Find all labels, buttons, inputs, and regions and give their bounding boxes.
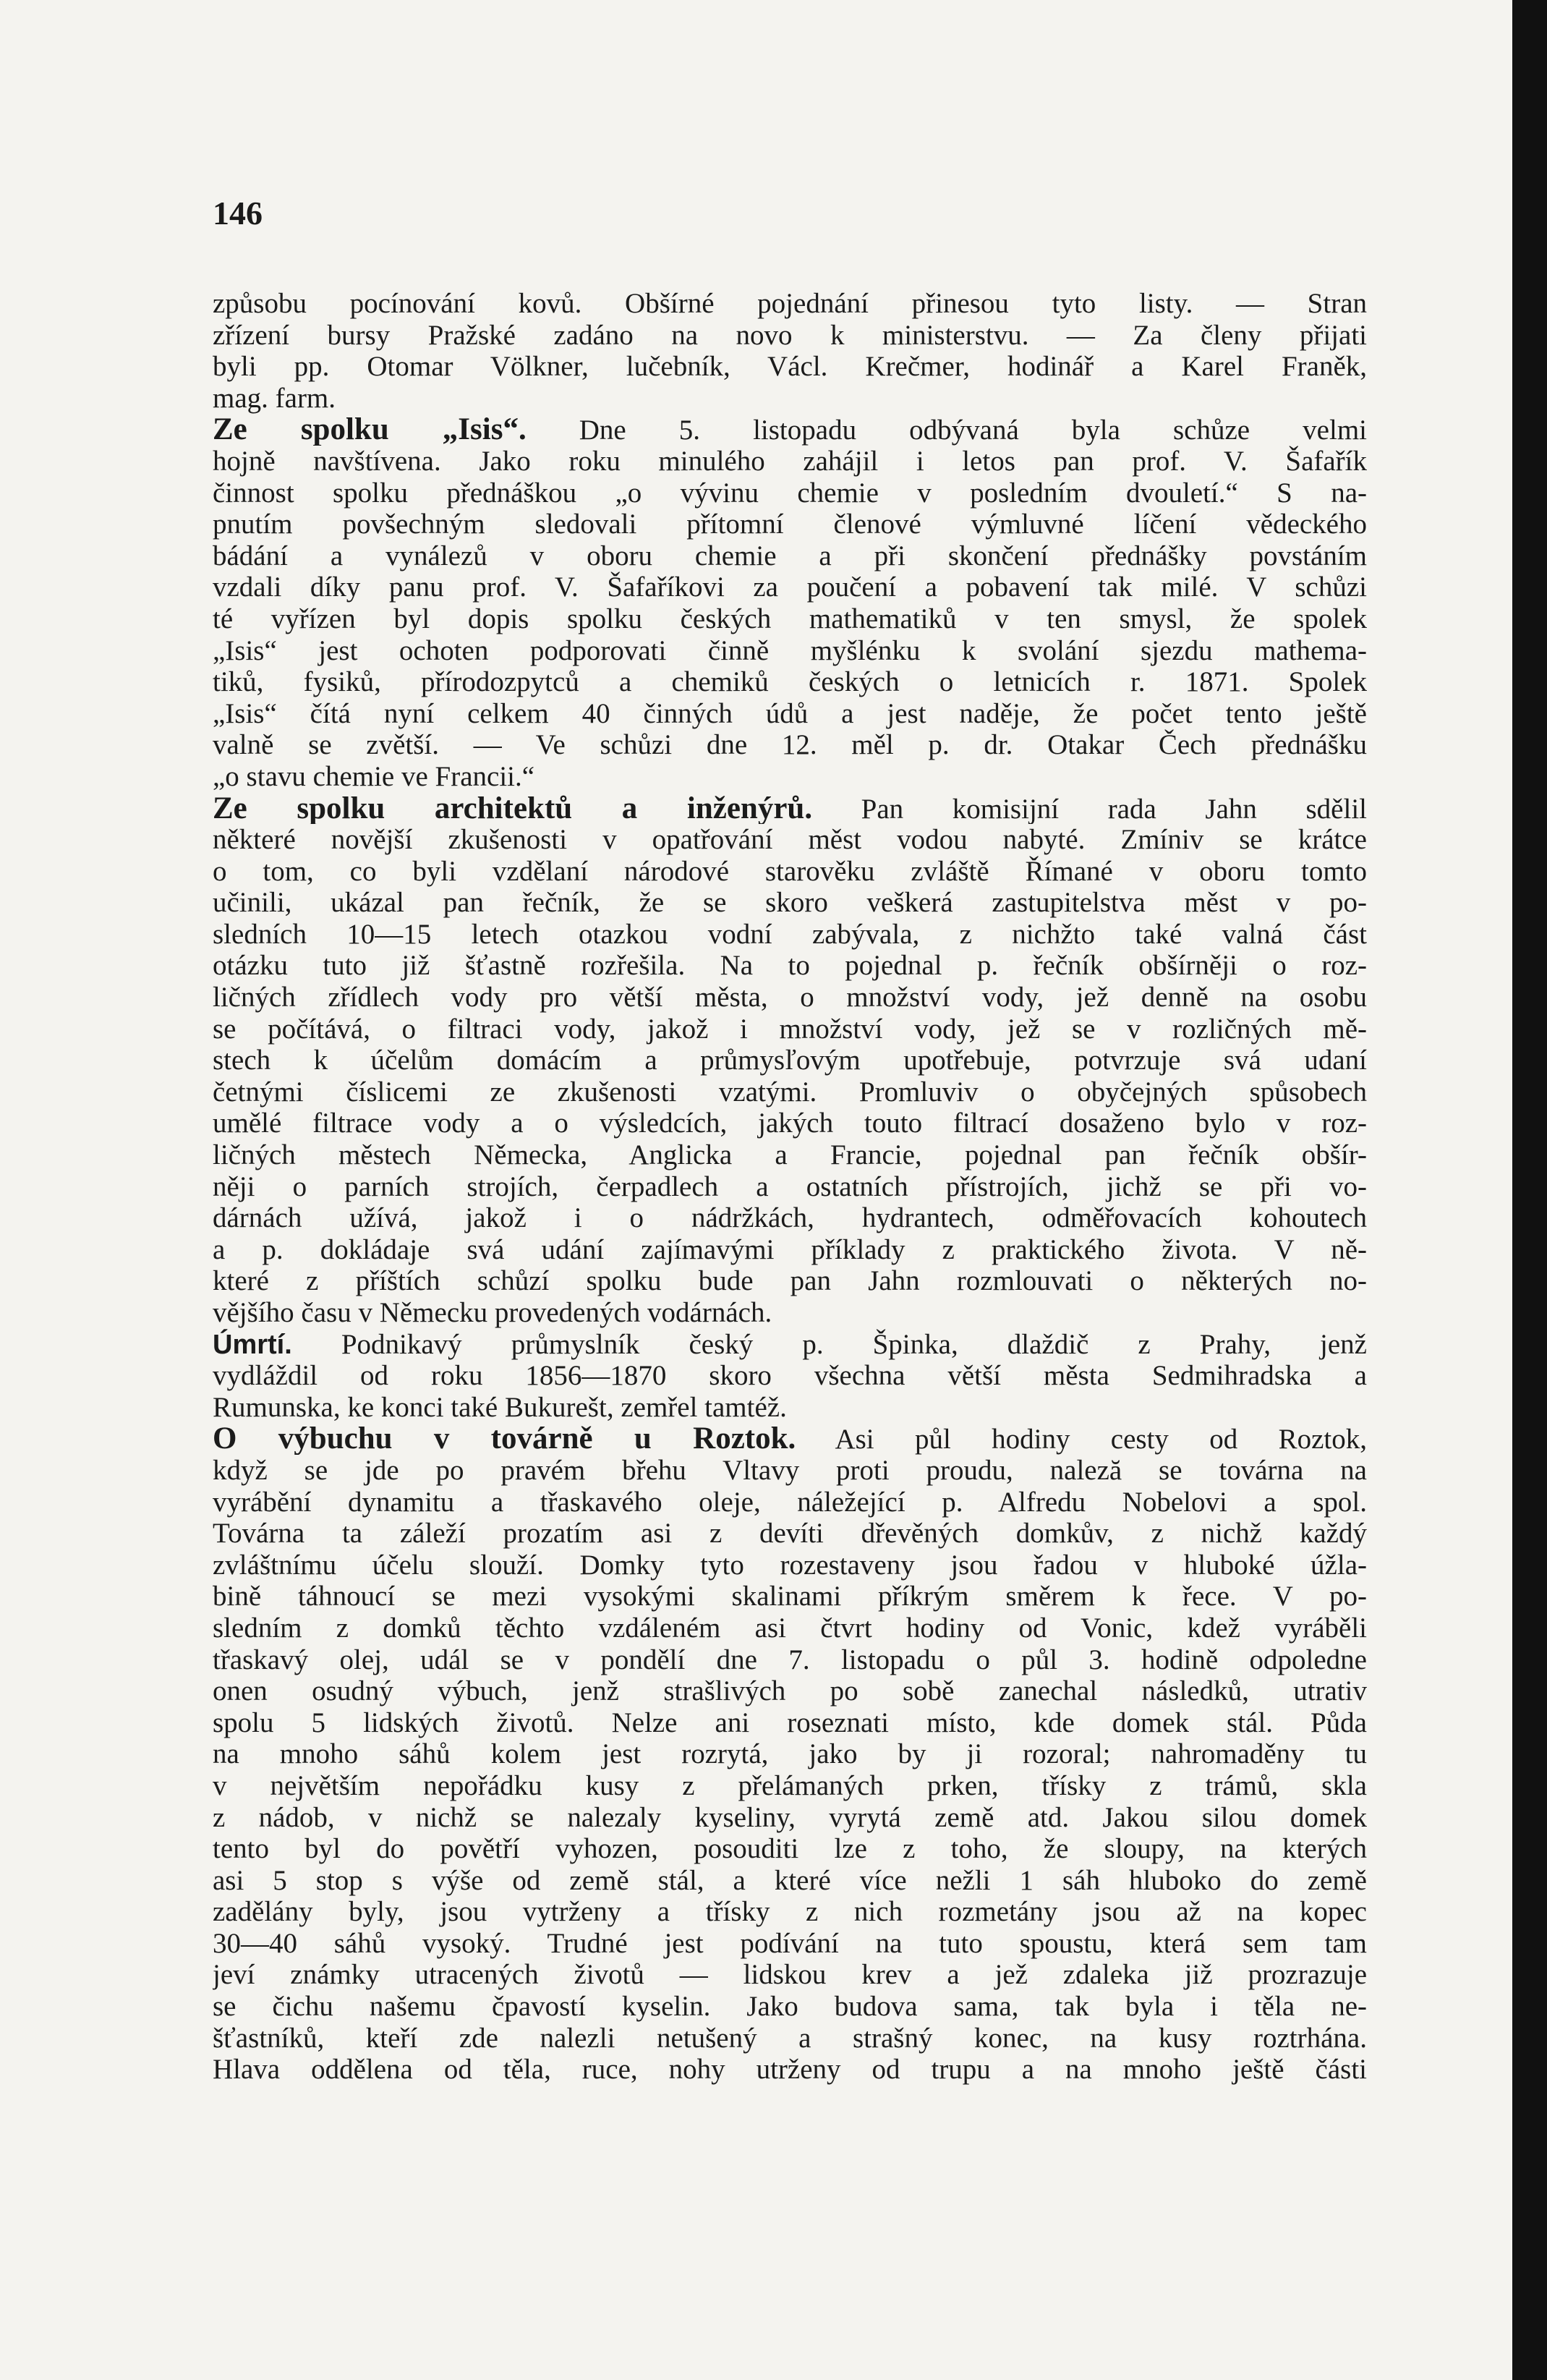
line-text: učinili, ukázal pan řečník, že se skoro veškerá zastupitelstva měst v po- — [213, 887, 1367, 919]
line-text: zřízení bursy Pražské zadáno na novo k ministerstvu. — Za členy přijati — [213, 319, 1367, 351]
text-line — [213, 1045, 1367, 1076]
line-text: Pan komisijní rada Jahn sdělil — [812, 793, 1367, 825]
text-line — [213, 1108, 1367, 1139]
line-text: Hlava oddělena od těla, ruce, nohy utrženy od trupu a na mnoho ještě části — [213, 2054, 1367, 2086]
text-line — [213, 1770, 1367, 1802]
text-line — [213, 1928, 1367, 1960]
text-line — [213, 950, 1367, 982]
text-line — [213, 414, 1367, 446]
section-heading: Úmrtí. — [213, 1329, 292, 1360]
line-text: zvláštnímu účelu slouží. Domky tyto rozestaveny jsou řadou v hluboké úžla- — [213, 1549, 1367, 1581]
scan-border — [1512, 0, 1547, 2380]
line-text: které z příštích schůzí spolku bude pan Jahn rozmlouvati o některých no- — [213, 1265, 1367, 1297]
line-text: spolu 5 lidských životů. Nelze ani roseznati místo, kde domek stál. Půda — [213, 1707, 1367, 1738]
line-text: v největším nepořádku kusy z přelámaných prken, třísky z trámů, skla — [213, 1769, 1367, 1801]
text-line — [213, 351, 1367, 383]
line-text: umělé filtrace vody a o výsledcích, jakých touto filtrací dosaženo bylo v roz- — [213, 1108, 1367, 1139]
text-line — [213, 919, 1367, 951]
text-line — [213, 2054, 1367, 2086]
line-text: tento byl do povětří vyhozen, posouditi lze z toho, že sloupy, na kterých — [213, 1833, 1367, 1865]
text-line — [213, 1487, 1367, 1518]
text-line — [213, 1265, 1367, 1297]
text-line — [213, 603, 1367, 635]
line-text: něji o parních strojích, čerpadlech a ostatních přístrojích, jichž se při vo- — [213, 1170, 1367, 1202]
line-text: vyrábění dynamitu a třaskavého oleje, náležející p. Alfredu Nobelovi a spol. — [213, 1486, 1367, 1518]
line-text: činnost spolku přednáškou „o vývinu chemie v posledním dvouletí.“ S na- — [213, 477, 1367, 509]
text-line — [213, 793, 1367, 825]
text-line — [213, 1581, 1367, 1612]
text-line — [213, 540, 1367, 572]
text-line — [213, 1991, 1367, 2023]
text-line — [213, 1707, 1367, 1739]
text-line — [213, 761, 1367, 793]
text-line — [213, 1297, 1367, 1329]
line-text: valně se zvětší. — Ve schůzi dne 12. měl p. dr. Otakar Čech přednášku — [213, 729, 1367, 761]
line-text: tiků, fysiků, přírodozpytců a chemiků českých o letnicích r. 1871. Spolek — [213, 666, 1367, 698]
section-heading: Ze spolku architektů a inženýrů. — [213, 792, 813, 825]
text-line — [213, 1171, 1367, 1203]
text-line — [213, 1455, 1367, 1487]
line-text: sledních 10—15 letech otazkou vodní zabývala, z nichžto také valná část — [213, 918, 1367, 950]
line-text: některé novější zkušenosti v opatřování měst vodou nabyté. Zmíniv se krátce — [213, 824, 1367, 856]
line-text: šťastníků, kteří zde nalezli netušený a strašný konec, na kusy roztrhána. — [213, 2022, 1367, 2054]
line-text: dárnách užívá, jakož i o nádržkách, hydrantech, odměřovacích kohoutech — [213, 1202, 1367, 1234]
line-text: Asi půl hodiny cesty od Roztok, — [796, 1424, 1367, 1455]
text-line — [213, 509, 1367, 540]
line-text: způsobu pocínování kovů. Obšírné pojednání přinesou tyto listy. — Stran — [213, 288, 1367, 319]
line-text: vzdali díky panu prof. V. Šafaříkovi za poučení a pobavení tak milé. V schůzi — [213, 571, 1367, 603]
text-line — [213, 1423, 1367, 1455]
line-text: onen osudný výbuch, jenž strašlivých po sobě zanechal následků, utrativ — [213, 1675, 1367, 1707]
text-line — [213, 288, 1367, 320]
line-text: bádání a vynálezů v oboru chemie a při skončení přednášky povstáním — [213, 540, 1367, 571]
line-text: ličných zřídlech vody pro větší města, o množství vody, jež denně na osobu — [213, 982, 1367, 1013]
section-heading: O výbuchu v továrně u Roztok. — [213, 1423, 796, 1455]
text-line — [213, 1612, 1367, 1644]
text-line — [213, 1392, 1367, 1424]
text-line — [213, 2023, 1367, 2054]
text-line — [213, 698, 1367, 730]
text-line — [213, 1013, 1367, 1045]
line-text: třaskavý olej, udál se v pondělí dne 7. listopadu o půl 3. hodině odpoledne — [213, 1644, 1367, 1675]
line-text: 30—40 sáhů vysoký. Trudné jest podívání na tuto spoustu, která sem tam — [213, 1927, 1367, 1959]
line-text: když se jde po pravém břehu Vltavy proti proudu, naleză se továrna na — [213, 1454, 1367, 1486]
text-line — [213, 446, 1367, 477]
line-text: té vyřízen byl dopis spolku českých mathematiků v ten smysl, že spolek — [213, 603, 1367, 634]
text-line — [213, 666, 1367, 698]
text-line — [213, 887, 1367, 919]
text-line — [213, 1234, 1367, 1266]
line-text: se počítává, o filtraci vody, jakož i množství vody, jež se v rozličných mě- — [213, 1013, 1367, 1045]
line-text: zadělány byly, jsou vytrženy a třísky z nich rozmetány jsou až na kopec — [213, 1896, 1367, 1928]
line-text: na mnoho sáhů kolem jest rozrytá, jako by ji rozoral; nahromaděny tu — [213, 1738, 1367, 1770]
line-text: Rumunska, ke konci také Bukurešt, zemřel tamtéž. — [213, 1391, 787, 1423]
text-line — [213, 1959, 1367, 1991]
line-text: Podnikavý průmyslník český p. Špinka, dlaždič z Prahy, jenž — [291, 1328, 1367, 1360]
text-line — [213, 383, 1367, 415]
text-line — [213, 1139, 1367, 1171]
section-heading: Ze spolku „Isis“. — [213, 414, 527, 446]
line-text: jeví známky utracených životů — lidskou krev a jež zdaleka již prozrazuje — [213, 1959, 1367, 1991]
line-text: asi 5 stop s výše od země stál, a které více nežli 1 sáh hluboko do země — [213, 1864, 1367, 1896]
line-text: „Isis“ čítá nyní celkem 40 činných údů a jest naděje, že počet tento ještě — [213, 697, 1367, 729]
text-line — [213, 1675, 1367, 1707]
line-text: ličných městech Německa, Anglicka a Francie, pojednal pan řečník obšír- — [213, 1139, 1367, 1171]
text-line — [213, 477, 1367, 509]
text-line — [213, 1518, 1367, 1550]
line-text: byli pp. Otomar Völkner, lučebník, Václ. Krečmer, hodinář a Karel Franěk, — [213, 351, 1367, 383]
line-text: stech k účelům domácím a průmysľovým upotřebuje, potvrzuje svá udaní — [213, 1045, 1367, 1076]
text-line — [213, 571, 1367, 603]
article-text — [213, 288, 1367, 2086]
text-line — [213, 856, 1367, 888]
line-text: vějšího času v Německu provedených vodárnách. — [213, 1297, 772, 1328]
text-line — [213, 824, 1367, 856]
line-text: a p. dokládaje svá udání zajímavými příklady z praktického života. V ně- — [213, 1233, 1367, 1265]
line-text: bině táhnoucí se mezi vysokými skalinami příkrým směrem k řece. V po- — [213, 1581, 1367, 1612]
line-text: „Isis“ jest ochoten podporovati činně myšlénku k svolání sjezdu mathema- — [213, 634, 1367, 666]
line-text: pnutím povšechným sledovali přítomní členové výmluvné líčení vědeckého — [213, 509, 1367, 540]
line-text: sledním z domků těchto vzdáleném asi čtvrt hodiny od Vonic, kdež vyráběli — [213, 1612, 1367, 1644]
line-text: Dne 5. listopadu odbývaná byla schůze velmi — [526, 415, 1367, 446]
text-line — [213, 1202, 1367, 1234]
text-line — [213, 1076, 1367, 1108]
line-text: „o stavu chemie ve Francii.“ — [213, 760, 535, 792]
text-line — [213, 1802, 1367, 1834]
text-line — [213, 1865, 1367, 1897]
line-text: se čichu našemu čpavostí kyselin. Jako budova sama, tak byla i těla ne- — [213, 1991, 1367, 2023]
text-line — [213, 1738, 1367, 1770]
text-line — [213, 1360, 1367, 1392]
line-text: z nádob, v nichž se nalezaly kyseliny, vyrytá země atd. Jakou silou domek — [213, 1801, 1367, 1833]
text-line — [213, 1644, 1367, 1676]
line-text: vydláždil od roku 1856—1870 skoro všechna větší města Sedmihradska a — [213, 1360, 1367, 1392]
line-text: Továrna ta záleží prozatím asi z devíti dřevěných domkův, z nichž každý — [213, 1518, 1367, 1550]
page-number: 146 — [213, 195, 263, 231]
line-text: mag. farm. — [213, 382, 336, 414]
text-line — [213, 1833, 1367, 1865]
text-line — [213, 729, 1367, 761]
line-text: otázku tuto již šťastně rozřešila. Na to pojednal p. řečník obšírněji o roz- — [213, 950, 1367, 982]
line-text: četnými číslicemi ze zkušenosti vzatými. Promluviv o obyčejných spůsobech — [213, 1076, 1367, 1108]
line-text: o tom, co byli vzdělaní národové starověku zvláště Římané v oboru tomto — [213, 855, 1367, 887]
line-text: hojně navštívena. Jako roku minulého zahájil i letos pan prof. V. Šafařík — [213, 445, 1367, 477]
text-line — [213, 635, 1367, 667]
text-line — [213, 982, 1367, 1013]
text-line — [213, 1550, 1367, 1581]
text-line — [213, 1329, 1367, 1361]
text-line — [213, 1896, 1367, 1928]
text-line — [213, 320, 1367, 352]
